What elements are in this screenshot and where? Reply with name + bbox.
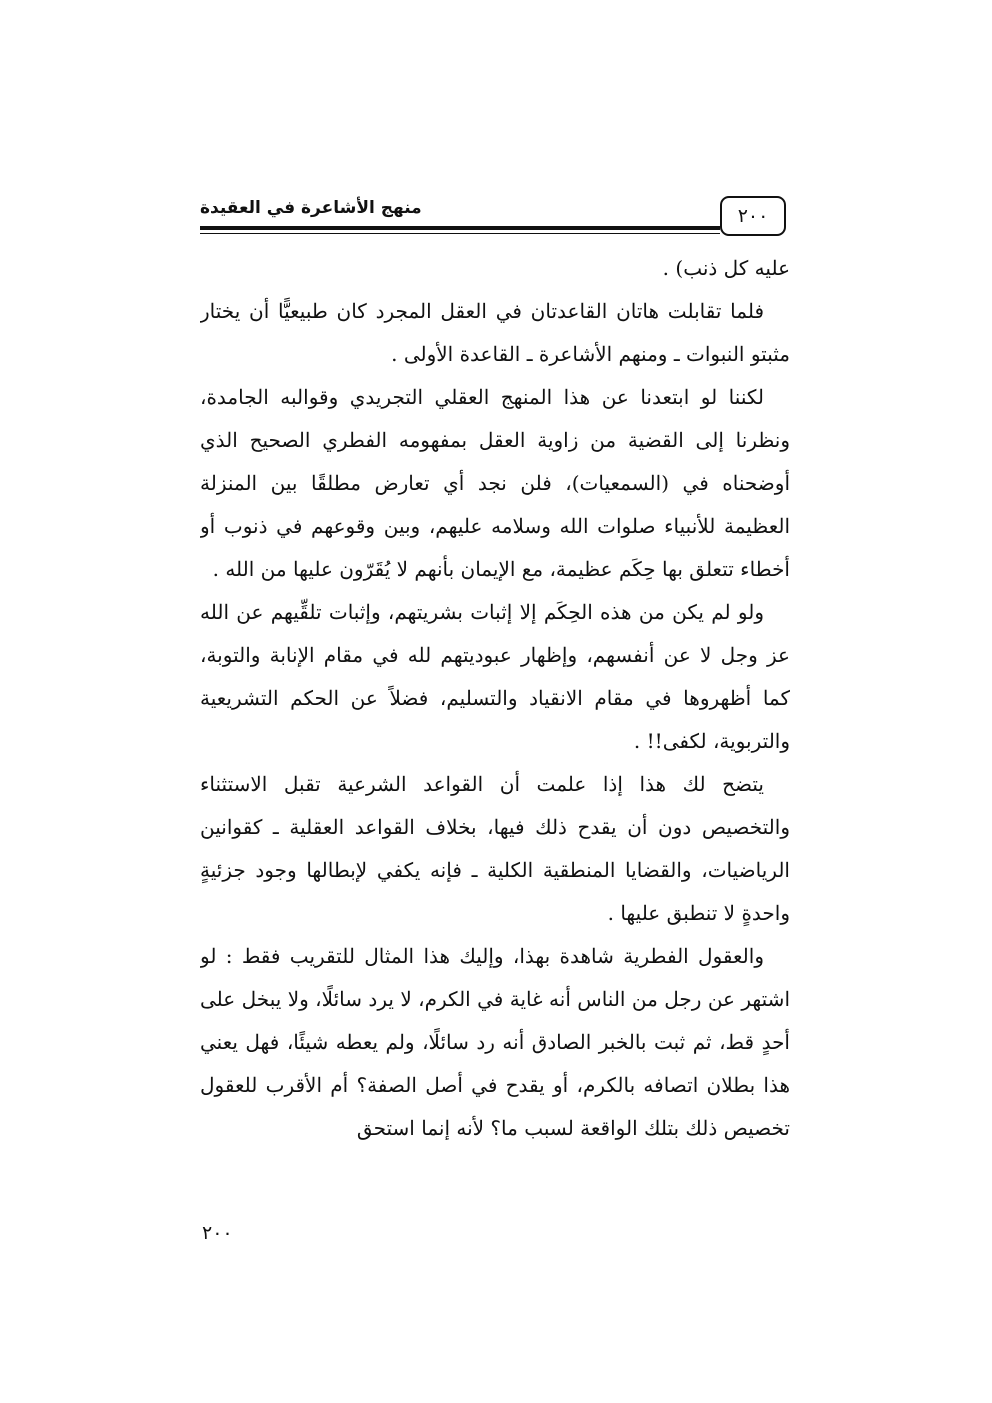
- header-rule-thin: [200, 233, 720, 234]
- body-text: [200, 247, 790, 1167]
- paragraph-continuation: عليه كل ذنب) .: [662, 256, 790, 280]
- paragraph: والعقول الفطرية شاهدة بهذا، وإليك هذا المثال للتقريب فقط : لو اشتهر عن رجل من الناس أنه غاية في الكرم، لا يرد سائلًا، ولا يبخل على أحدٍ قط، ثم ثبت بالخبر الصادق أنه رد سائلًا، ولم يعطه شيئًا، فهل يعني هذا بطلان اتصافه بالكرم، أو يقدح في أصل الصفة؟ أم الأقرب للعقول تخصيص ذلك بتلك الواقعة لسبب ما؟ لأنه إنما استحق: [200, 944, 790, 1140]
- header-rule-thick: [200, 226, 720, 230]
- footer-page-number: ٢٠٠: [202, 1222, 233, 1244]
- paragraph: يتضح لك هذا إذا علمت أن القواعد الشرعية تقبل الاستثناء والتخصيص دون أن يقدح ذلك فيها، بخلاف القواعد العقلية ـ كقوانين الرياضيات، والقضايا المنطقية الكلية ـ فإنه يكفي لإبطالها وجود جزئيةٍ واحدةٍ لا تنطبق عليها .: [200, 772, 790, 925]
- header-page-number-box: [720, 196, 786, 236]
- paragraph: لكننا لو ابتعدنا عن هذا المنهج العقلي التجريدي وقوالبه الجامدة، ونظرنا إلى القضية من زاوية العقل بمفهومه الفطري الصحيح الذي أوضحناه في (السمعيات)، فلن نجد أي تعارض مطلقًا بين المنزلة العظيمة للأنبياء صلوات الله وسلامه عليهم، وبين وقوعهم في ذنوب أو أخطاء تتعلق بها حِكَم عظيمة، مع الإيمان بأنهم لا يُقَرّون عليها من الله .: [200, 385, 790, 581]
- running-title: منهج الأشاعرة في العقيدة: [200, 198, 422, 218]
- paragraph: ولو لم يكن من هذه الحِكَم إلا إثبات بشريتهم، وإثبات تلقِّيهم عن الله عز وجل لا عن أنفسهم، وإظهار عبوديتهم لله في مقام الإنابة والتوبة، كما أظهروها في مقام الانقياد والتسليم، فضلاً عن الحكم التشريعية والتربوية، لكفى!! .: [200, 600, 790, 753]
- paragraph: فلما تقابلت هاتان القاعدتان في العقل المجرد كان طبيعيًّا أن يختار مثبتو النبوات ـ ومنهم الأشاعرة ـ القاعدة الأولى .: [200, 299, 790, 366]
- page-header: [200, 196, 790, 242]
- header-page-number: ٢٠٠: [737, 205, 769, 227]
